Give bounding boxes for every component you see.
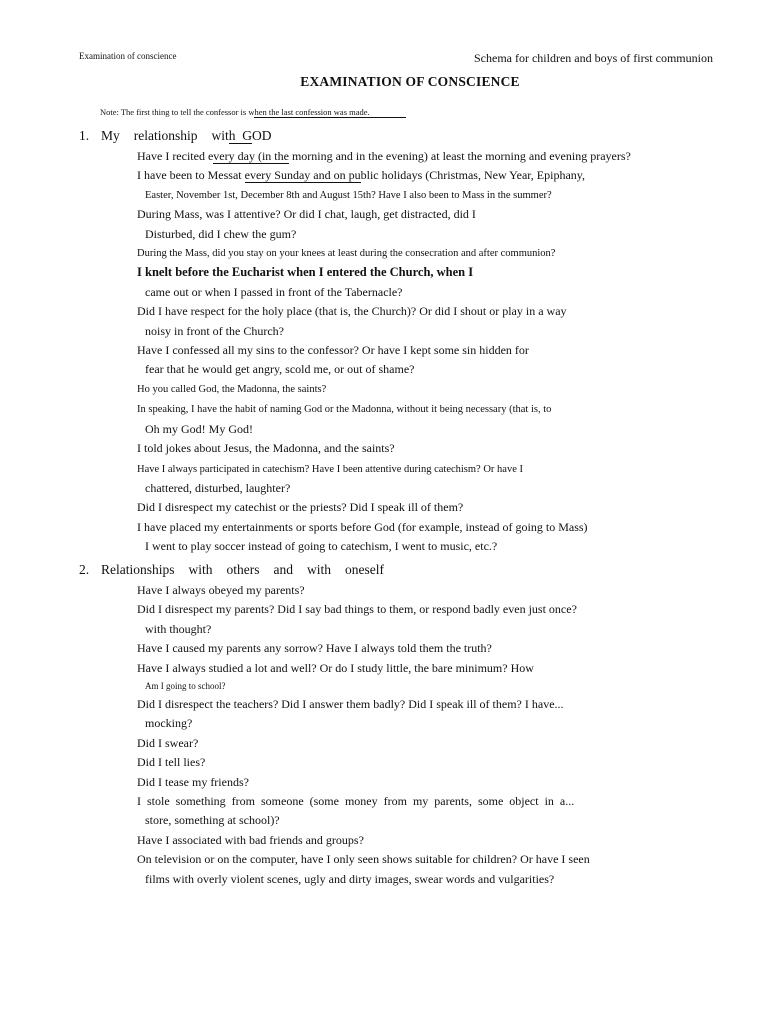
list-item: [124, 518, 664, 557]
list-item: [124, 695, 664, 734]
item-text: Have I caused my parents any sorrow? Have I always told them the truth?: [137, 641, 492, 656]
item-text: In speaking, I have the habit of naming God or the Madonna, without it being necessary (that is, to: [137, 404, 552, 416]
item-text-continued: Disturbed, did I chew the gum?: [145, 226, 297, 241]
item-text: Did I tell lies?: [137, 755, 206, 770]
section-1-items: [124, 147, 664, 557]
heading-word: Relationships: [101, 562, 175, 577]
item-text-continued: fear that he would get angry, scold me, or out of shame?: [145, 362, 415, 377]
item-text: Did I disrespect my catechist or the priests? Did I speak ill of them?: [137, 500, 464, 515]
heading-word-underlined: h: [228, 128, 236, 143]
list-item: [124, 341, 664, 380]
list-item: [124, 498, 664, 517]
heading-word: My: [101, 128, 120, 143]
item-text-underlined: very day (in the: [213, 149, 289, 163]
item-text-continued: Oh my God! My God!: [145, 421, 253, 436]
item-text: I knelt before the Eucharist when I entered the Church, when I: [137, 265, 474, 280]
list-item: [124, 773, 664, 792]
item-text-continued: noisy in front of the Church?: [145, 323, 284, 338]
item-text: Have I always studied a lot and well? Or do I study little, the bare minimum? How: [137, 660, 534, 675]
heading-word: and: [273, 562, 294, 577]
item-text: I have placed my entertainments or sports before God (for example, instead of going to Mass): [137, 519, 588, 534]
section-number: 1.: [79, 128, 90, 143]
heading-word: wit: [211, 128, 229, 143]
page-title: EXAMINATION OF CONSCIENCE: [300, 74, 520, 89]
item-text: Did I disrespect my parents? Did I say bad things to them, or respond badly even just once?: [137, 602, 577, 617]
item-text-continued: came out or when I passed in front of the Tabernacle?: [145, 284, 403, 299]
list-item: [124, 166, 664, 205]
list-item: [124, 600, 664, 639]
item-text: Have I recited e: [137, 149, 214, 163]
item-text: Have I confessed all my sins to the confessor? Or have I kept some sin hidden for: [137, 343, 529, 358]
list-item: [124, 147, 664, 166]
item-text-continued: I went to play soccer instead of going to catechism, I went to music, etc.?: [145, 539, 498, 554]
list-item: [124, 380, 664, 399]
list-item: [124, 244, 664, 263]
item-text-continued: chattered, disturbed, laughter?: [145, 480, 291, 495]
item-text: Did I have respect for the holy place (that is, the Church)? Or did I shout or play in a way: [137, 304, 567, 319]
note: [100, 107, 406, 118]
item-text: Did I disrespect the teachers? Did I answer them badly? Did I speak ill of them? I have...: [137, 697, 564, 712]
list-item: [124, 659, 664, 695]
list-item: [124, 439, 664, 458]
item-text: Did I tease my friends?: [137, 774, 249, 789]
list-item: [124, 734, 664, 753]
item-text: Have I always obeyed my parents?: [137, 583, 305, 597]
list-item: [124, 850, 664, 889]
item-text: Have I always participated in catechism? Have I been attentive during catechism? Or have I: [137, 463, 523, 475]
header-right: Schema for children and boys of first communion: [474, 51, 713, 65]
item-text-continued: store, something at school)?: [145, 813, 280, 828]
heading-word: with: [307, 562, 332, 577]
item-text: I have been to Messat: [137, 168, 245, 183]
heading-word: OD: [252, 128, 272, 143]
note-text: Note: The first thing to tell the confessor is w: [100, 107, 255, 117]
item-text: During Mass, was I attentive? Or did I chat, laugh, get distracted, did I: [137, 207, 476, 222]
heading-word-underlined: G: [235, 128, 253, 143]
item-text: blic holidays (Christmas, New Year, Epiphany,: [360, 168, 586, 183]
item-text: I told jokes about Jesus, the Madonna, and the saints?: [137, 441, 395, 456]
heading-word: with: [188, 562, 213, 577]
heading-word: relationship: [133, 128, 198, 143]
list-item: [124, 831, 664, 850]
heading-word: others: [226, 562, 260, 577]
item-text-continued: mocking?: [145, 716, 193, 731]
item-text-underlined: every Sunday and on pu: [244, 168, 361, 183]
list-item: [124, 792, 664, 831]
header-left: Examination of conscience: [79, 51, 177, 61]
section-number: 2.: [79, 562, 90, 577]
item-text: Have I associated with bad friends and groups?: [137, 832, 364, 847]
item-text: Ho you called God, the Madonna, the saints?: [137, 383, 327, 395]
list-item: [124, 459, 664, 499]
list-item: [124, 753, 664, 772]
item-text-continued: with thought?: [145, 621, 212, 636]
list-item: [124, 263, 664, 302]
item-text: I stole something from someone (some money from my parents, some object in a...: [137, 794, 575, 809]
item-text: morning and in the evening) at least the morning and evening prayers?: [288, 149, 631, 163]
note-underlined: hen the last confession was made.: [254, 107, 405, 118]
item-text: During the Mass, did you stay on your knees at least during the consecration and after communion?: [137, 248, 556, 260]
list-item: [124, 302, 664, 341]
list-item: [124, 399, 664, 439]
section-2-items: [124, 581, 664, 889]
list-item: [124, 581, 664, 600]
section-1-heading: [79, 128, 272, 144]
item-text-continued: Easter, November 1st, December 8th and August 15th? Have I also been to Mass in the summer?: [145, 189, 552, 201]
item-text: Did I swear?: [137, 735, 199, 750]
item-text-continued: Am I going to school?: [145, 681, 226, 692]
item-text: On television or on the computer, have I only seen shows suitable for children? Or have I seen: [137, 852, 590, 867]
item-text-continued: films with overly violent scenes, ugly and dirty images, swear words and vulgarities?: [145, 871, 555, 886]
list-item: [124, 639, 664, 658]
heading-word: oneself: [345, 562, 385, 577]
list-item: [124, 205, 664, 244]
section-2-heading: [79, 562, 384, 578]
